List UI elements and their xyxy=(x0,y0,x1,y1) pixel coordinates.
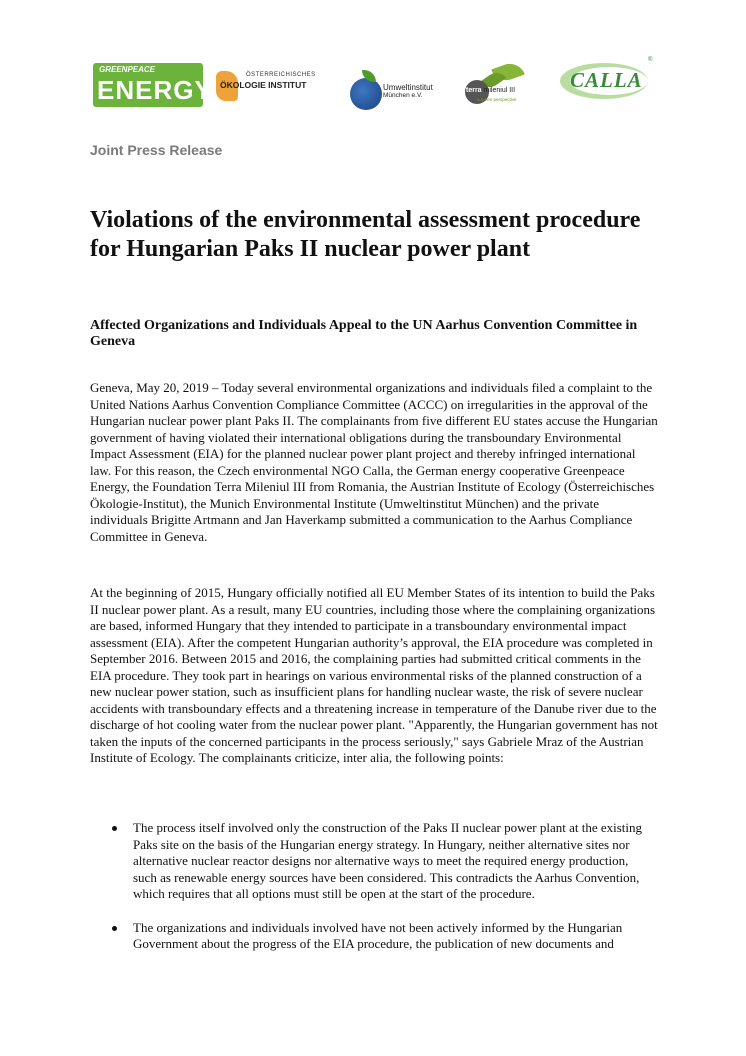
terra-logo-text xyxy=(466,87,515,94)
registered-mark: ® xyxy=(648,57,653,63)
page-title: Violations of the environmental assessment procedure for Hungarian Paks II nuclear power plant xyxy=(90,207,641,262)
press-release-kicker: Joint Press Release xyxy=(90,142,223,158)
bullet-icon xyxy=(112,926,117,931)
terra-logo-tagline: a green perspective xyxy=(477,97,517,102)
oekologie-logo-small-text: ÖSTERREICHISCHES xyxy=(246,72,316,78)
terra-logo-word: terra xyxy=(466,87,482,94)
globe-icon xyxy=(350,78,382,110)
partner-logos xyxy=(0,55,746,125)
bullet-icon xyxy=(112,826,117,831)
body-paragraph: At the beginning of 2015, Hungary officially notified all EU Member States of its intention to build the Paks II nuclear power plant. As a result, many EU countries, including those where the complaining organizations are based, informed Hungary that they intended to participate in a transboundary environmental impact assessment (EIA). After the competent Hungarian authority’s approval, the EIA procedure was completed in September 2016. Between 2015 and 2016, the complaining parties had submitted critical comments in the EIA procedure. They took part in hearings on various environmental risks of the planned construction of a new nuclear power station, such as insufficient plans for handling nuclear waste, the risk of severe nuclear accidents with transboundary effects and a threatening increase in temperature of the Danube river due to the discharge of hot cooling water from the nuclear power plant. "Apparently, the Hungarian government has not taken the inputs of the concerned participants in the process seriously," says Gabriele Mraz of the Austrian Institute of Ecology. The complainants criticize, inter alia, the following points: xyxy=(90,585,658,765)
terra-logo-mileniul: mileniul III xyxy=(483,87,516,94)
umwelt-logo-line1: Umweltinstitut xyxy=(383,83,433,92)
list-item-text: The organizations and individuals involved have not been actively informed by the Hungarian Government about the progress of the EIA procedure, the publication of new documents and xyxy=(133,919,623,951)
terra-mileniul-logo xyxy=(465,58,545,118)
page-subtitle: Affected Organizations and Individuals Appeal to the UN Aarhus Convention Committee in Geneva xyxy=(90,318,638,349)
list-item xyxy=(90,920,658,953)
body-paragraph: Geneva, May 20, 2019 – Today several environmental organizations and individuals filed a complaint to the United Nations Aarhus Convention Compliance Committee (ACCC) on irregularities in the approval of the Hungarian nuclear power plant Paks II. The complainants from five different EU states accuse the Hungarian government of having violated their international obligations during the transboundary Environmental Impact Assessment (EIA) for the planned nuclear power plant project and thereby infringed international law. For this reason, the Czech environmental NGO Calla, the German energy cooperative Greenpeace Energy, the Foundation Terra Mileniul III from Romania, the Austrian Institute of Ecology (Österreichisches Ökologie-Institut), the Munich Environmental Institute (Umweltinstitut München) and the private individuals Brigitte Artmann and Jan Haverkamp submitted a communication to the Aarhus Compliance Committee in Geneva. xyxy=(90,380,658,544)
greenpeace-energy-logo xyxy=(93,63,213,107)
oekologie-institut-logo xyxy=(216,68,326,112)
greenpeace-logo-big-text: ENERGY xyxy=(97,75,213,105)
greenpeace-logo-small-text: GREENPEACE xyxy=(99,65,156,74)
umwelt-logo-line2: München e.V. xyxy=(383,92,423,99)
oekologie-logo-big-text: ÖKOLOGIE INSTITUT xyxy=(220,80,307,90)
criticism-list xyxy=(90,820,658,970)
calla-logo-text: CALLA xyxy=(570,68,643,92)
umweltinstitut-logo xyxy=(346,70,456,114)
calla-logo xyxy=(560,57,656,105)
list-item-text: The process itself involved only the construction of the Paks II nuclear power plant at the existing Paks site on the basis of the Hungarian energy strategy. In Hungary, neither alternative sites nor alternative nuclear reactor designs nor alternative ways to meet the required energy production, such as renewable energy sources have been considered. This contradicts the Aarhus Convention, which requires that all options must still be open at the start of the procedure. xyxy=(133,820,643,901)
list-item xyxy=(90,820,653,903)
